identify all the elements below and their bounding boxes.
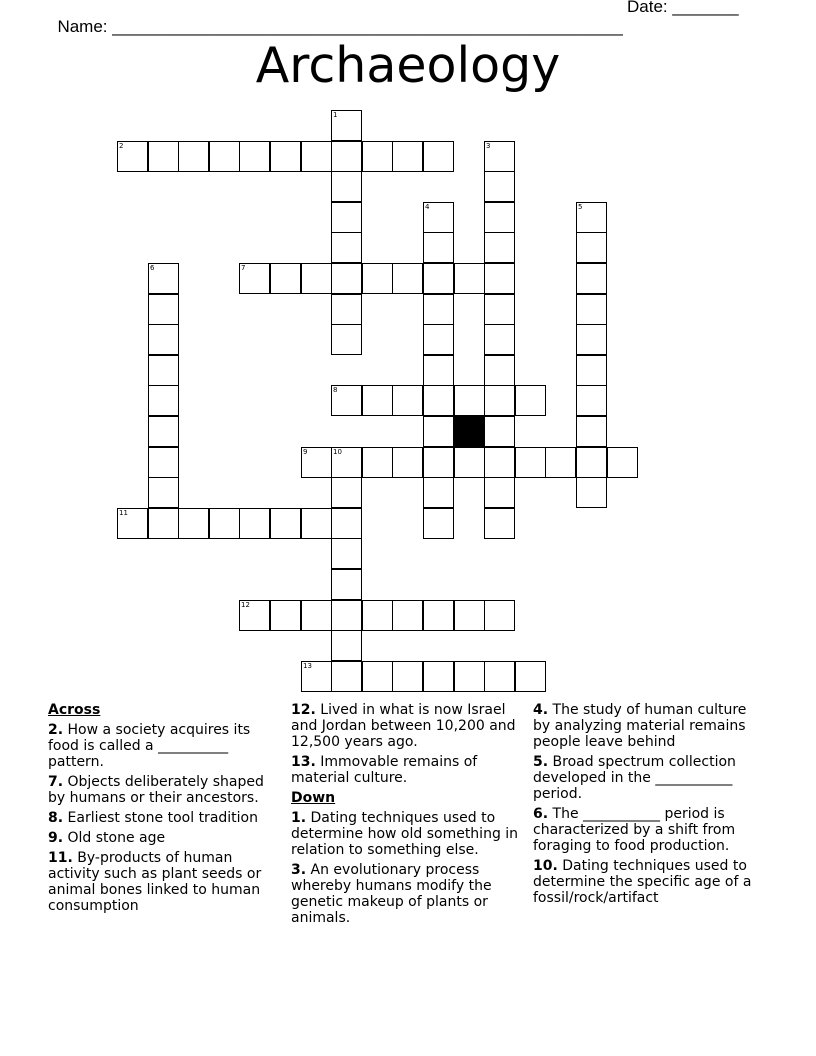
grid-cell[interactable] [576,355,607,386]
clue-across-11: 11. By-products of human activity such as plant seeds or animal bones linked to human consumption [48,850,262,914]
clue-down-1: 1. Dating techniques used to determine how old something in relation to something else. [291,810,519,858]
grid-cell[interactable] [362,661,393,692]
grid-cell[interactable] [576,232,607,263]
grid-cell[interactable] [484,171,515,202]
grid-cell[interactable] [454,385,485,416]
grid-cell[interactable] [239,141,270,172]
grid-cell[interactable] [484,600,515,631]
clue-across-12: 12. Lived in what is now Israel and Jordan between 10,200 and 12,500 years ago. [291,702,516,750]
grid-cell[interactable] [392,447,423,478]
grid-cell[interactable] [148,141,179,172]
grid-cell[interactable] [392,385,423,416]
clue-number: 7 [241,264,246,272]
grid-cell[interactable] [423,447,454,478]
grid-cell[interactable] [270,600,301,631]
grid-cell[interactable] [117,141,148,172]
clues-column-2 [291,702,519,930]
grid-cell[interactable] [423,416,454,447]
grid-cell[interactable] [515,661,546,692]
grid-cell[interactable] [331,569,362,600]
grid-cell[interactable] [576,385,607,416]
grid-cell[interactable] [576,324,607,355]
grid-cell[interactable] [454,600,485,631]
grid-cell[interactable] [454,263,485,294]
grid-cell[interactable] [331,600,362,631]
page-title: Archaeology [255,37,561,94]
clue-number: 6 [150,264,155,272]
grid-cell[interactable] [148,263,179,294]
grid-cell[interactable] [423,477,454,508]
grid-cell[interactable] [331,508,362,539]
grid-cell[interactable] [148,508,179,539]
grid-cell[interactable] [484,324,515,355]
grid-cell[interactable] [576,477,607,508]
grid-cell[interactable] [423,263,454,294]
grid-cell[interactable] [148,324,179,355]
grid-cell[interactable] [484,141,515,172]
clue-down-5: 5. Broad spectrum collection developed in the ___________ period. [533,754,736,802]
grid-cell[interactable] [423,661,454,692]
grid-cell[interactable] [515,385,546,416]
clue-number: 2 [119,142,124,150]
clue-number: 3 [486,142,491,150]
clue-number: 12 [241,601,250,609]
grid-cell[interactable] [331,202,362,233]
grid-cell[interactable] [148,294,179,325]
grid-cell[interactable] [148,416,179,447]
grid-cell[interactable] [484,447,515,478]
grid-cell[interactable] [301,447,332,478]
grid-cell[interactable] [423,232,454,263]
grid-cell[interactable] [484,202,515,233]
grid-cell[interactable] [148,447,179,478]
clue-across-13: 13. Immovable remains of material culture. [291,754,478,786]
grid-cell[interactable] [423,324,454,355]
grid-cell[interactable] [454,661,485,692]
grid-cell[interactable] [576,294,607,325]
clues-column-3 [533,702,768,910]
clue-down-10: 10. Dating techniques used to determine the specific age of a fossil/rock/artifact [533,858,752,906]
grid-cell[interactable] [484,477,515,508]
clue-number: 1 [333,111,338,119]
grid-cell[interactable] [607,447,638,478]
clue-number: 9 [303,448,308,456]
clue-number: 5 [578,203,583,211]
down-heading: Down [291,790,336,806]
grid-cell[interactable] [148,355,179,386]
grid-cell[interactable] [392,263,423,294]
grid-cell[interactable] [423,508,454,539]
grid-cell[interactable] [362,141,393,172]
grid-cell[interactable] [484,661,515,692]
grid-cell[interactable] [331,232,362,263]
grid-cell[interactable] [454,447,485,478]
grid-cell[interactable] [392,661,423,692]
clue-across-8: 8. Earliest stone tool tradition [48,810,258,826]
grid-cell[interactable] [484,263,515,294]
grid-cell[interactable] [331,324,362,355]
grid-cell[interactable] [239,263,270,294]
grid-cell[interactable] [484,355,515,386]
across-heading: Across [48,702,101,718]
clue-number: 8 [333,386,338,394]
grid-cell[interactable] [576,447,607,478]
grid-cell[interactable] [362,600,393,631]
clue-number: 10 [333,448,342,456]
grid-block [454,416,485,447]
grid-cell[interactable] [331,661,362,692]
grid-cell[interactable] [239,508,270,539]
grid-cell[interactable] [331,263,362,294]
grid-cell[interactable] [392,141,423,172]
clue-across-9: 9. Old stone age [48,830,166,846]
grid-cell[interactable] [301,600,332,631]
grid-cell[interactable] [423,385,454,416]
grid-cell[interactable] [484,385,515,416]
clue-across-2: 2. How a society acquires its food is called a __________ pattern. [48,722,251,770]
grid-cell[interactable] [423,355,454,386]
grid-cell[interactable] [545,447,576,478]
date-line[interactable]: Date: _______ [627,0,739,16]
clue-number: 13 [303,662,312,670]
clue-number: 11 [119,509,128,517]
grid-cell[interactable] [362,385,393,416]
grid-cell[interactable] [331,171,362,202]
clues-column-1 [48,702,276,918]
grid-cell[interactable] [484,416,515,447]
grid-cell[interactable] [331,294,362,325]
grid-cell[interactable] [423,141,454,172]
grid-cell[interactable] [301,508,332,539]
grid-cell[interactable] [576,416,607,447]
grid-cell[interactable] [239,600,270,631]
grid-cell[interactable] [362,447,393,478]
clue-down-3: 3. An evolutionary process whereby humans modify the genetic makeup of plants or animals. [291,862,492,926]
grid-cell[interactable] [148,477,179,508]
grid-cell[interactable] [392,600,423,631]
grid-cell[interactable] [331,385,362,416]
grid-cell[interactable] [362,263,393,294]
grid-cell[interactable] [484,294,515,325]
grid-cell[interactable] [117,508,148,539]
grid-cell[interactable] [515,447,546,478]
grid-cell[interactable] [331,477,362,508]
grid-cell[interactable] [209,508,240,539]
name-line[interactable]: Name: ______________________________________________________ [57,17,623,36]
grid-cell[interactable] [331,447,362,478]
clue-down-4: 4. The study of human culture by analyzing material remains people leave behind [533,702,747,750]
clue-number: 4 [425,203,430,211]
grid-cell[interactable] [270,263,301,294]
grid-cell[interactable] [178,508,209,539]
grid-cell[interactable] [576,202,607,233]
grid-cell[interactable] [270,141,301,172]
grid-cell[interactable] [301,263,332,294]
grid-cell[interactable] [331,630,362,661]
grid-cell[interactable] [301,141,332,172]
clue-down-6: 6. The ___________ period is characterized by a shift from foraging to food production. [533,806,736,854]
grid-cell[interactable] [484,508,515,539]
grid-cell[interactable] [148,385,179,416]
grid-cell[interactable] [576,263,607,294]
grid-cell[interactable] [301,661,332,692]
grid-cell[interactable] [423,600,454,631]
grid-cell[interactable] [423,202,454,233]
grid-cell[interactable] [270,508,301,539]
grid-cell[interactable] [178,141,209,172]
grid-cell[interactable] [209,141,240,172]
grid-cell[interactable] [331,141,362,172]
grid-cell[interactable] [484,232,515,263]
grid-cell[interactable] [331,538,362,569]
grid-cell[interactable] [423,294,454,325]
grid-cell[interactable] [331,110,362,141]
clue-across-7: 7. Objects deliberately shaped by humans or their ancestors. [48,774,264,806]
